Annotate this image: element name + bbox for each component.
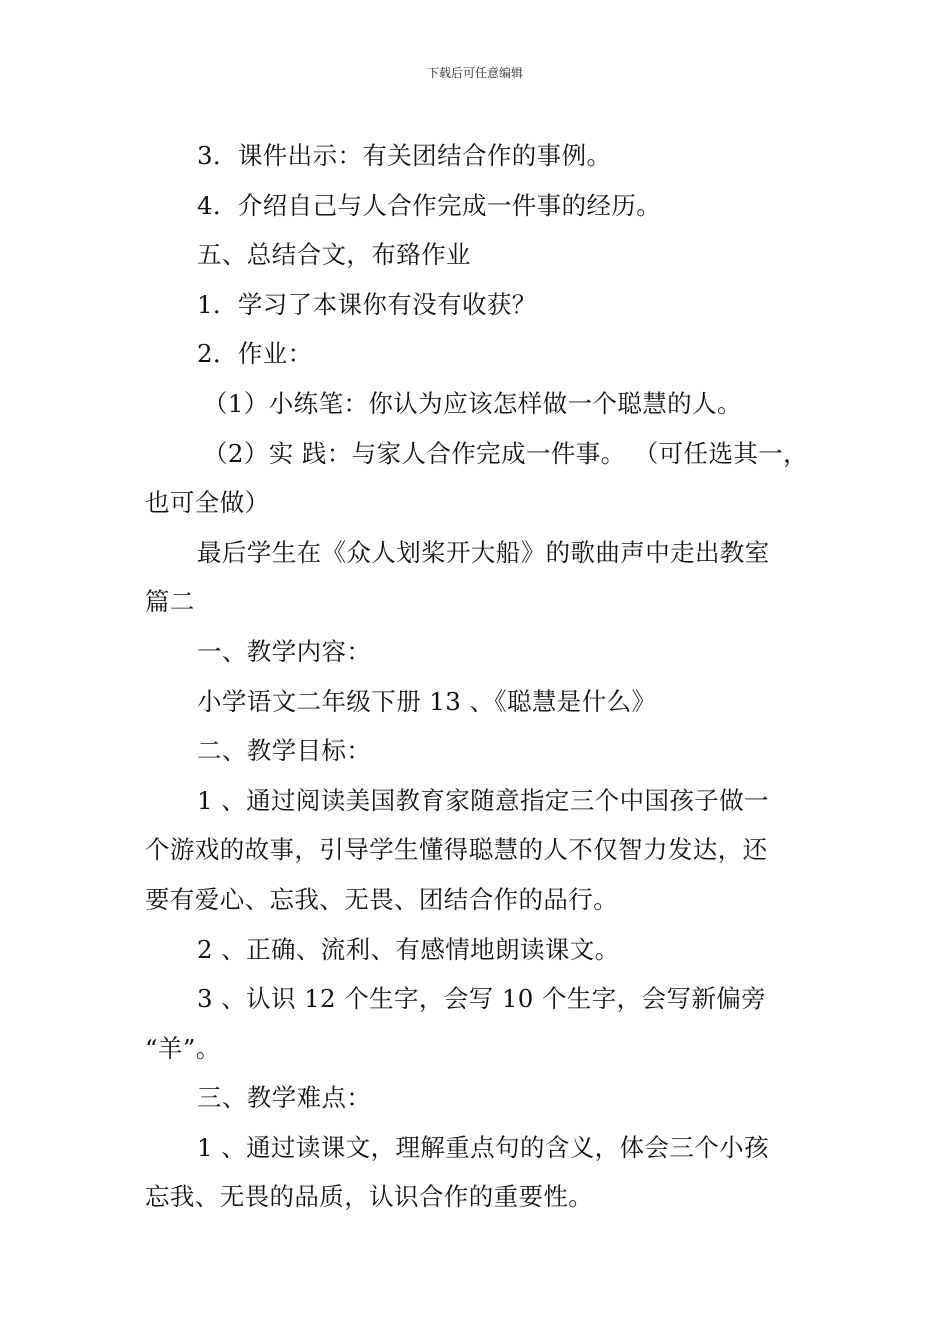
section-heading: 三、教学难点：	[197, 1083, 372, 1113]
section-heading: 二、教学目标：	[197, 736, 372, 766]
paragraph-line: 3 、认识 12 个生字，会写 10 个生字，会写新偏旁	[197, 984, 767, 1014]
paragraph-line: 个游戏的故事，引导学生懂得聪慧的人不仅智力发达，还	[145, 835, 768, 865]
paragraph-line: 要有爱心、忘我、无畏、团结合作的品行。	[145, 884, 619, 914]
paragraph-line: 4．介绍自己与人合作完成一件事的经历。	[197, 190, 662, 220]
paragraph-line: 2．作业：	[197, 339, 313, 369]
paragraph-line: 3．课件出示：有关团结合作的事例。	[197, 141, 612, 170]
section-heading: 一、教学内容：	[197, 636, 372, 666]
paragraph-line: “羊”。	[145, 1033, 221, 1063]
paragraph-line: 2 、正确、流利、有感情地朗读课文。	[197, 934, 620, 964]
paragraph-line: （1）小练笔：你认为应该怎样做一个聪慧的人。	[203, 388, 742, 418]
paragraph-line: 1 、通过读课文，理解重点句的含义，体会三个小孩	[197, 1132, 769, 1162]
section-heading: 五、总结合文，布臵作业	[197, 240, 471, 270]
paragraph-line: 1．学习了本课你有没有收获？	[197, 289, 537, 319]
paragraph-line: 小学语文二年级下册 13 、《聪慧是什么》	[197, 686, 657, 716]
paragraph-line: （2）实 践：与家人合作完成一件事。 （可任选其一，	[203, 438, 809, 468]
paragraph-line: 忘我、无畏的品质，认识合作的重要性。	[145, 1182, 594, 1212]
document-body	[145, 131, 810, 1222]
page-header: 下载后可任意编辑	[426, 66, 523, 80]
paragraph-line: 1 、通过阅读美国教育家随意指定三个中国孩子做一	[197, 785, 769, 815]
section-heading: 篇二	[145, 587, 195, 617]
paragraph-line: 也可全做）	[145, 488, 270, 518]
paragraph-line: 最后学生在《众人划桨开大船》的歌曲声中走出教室	[197, 537, 770, 567]
